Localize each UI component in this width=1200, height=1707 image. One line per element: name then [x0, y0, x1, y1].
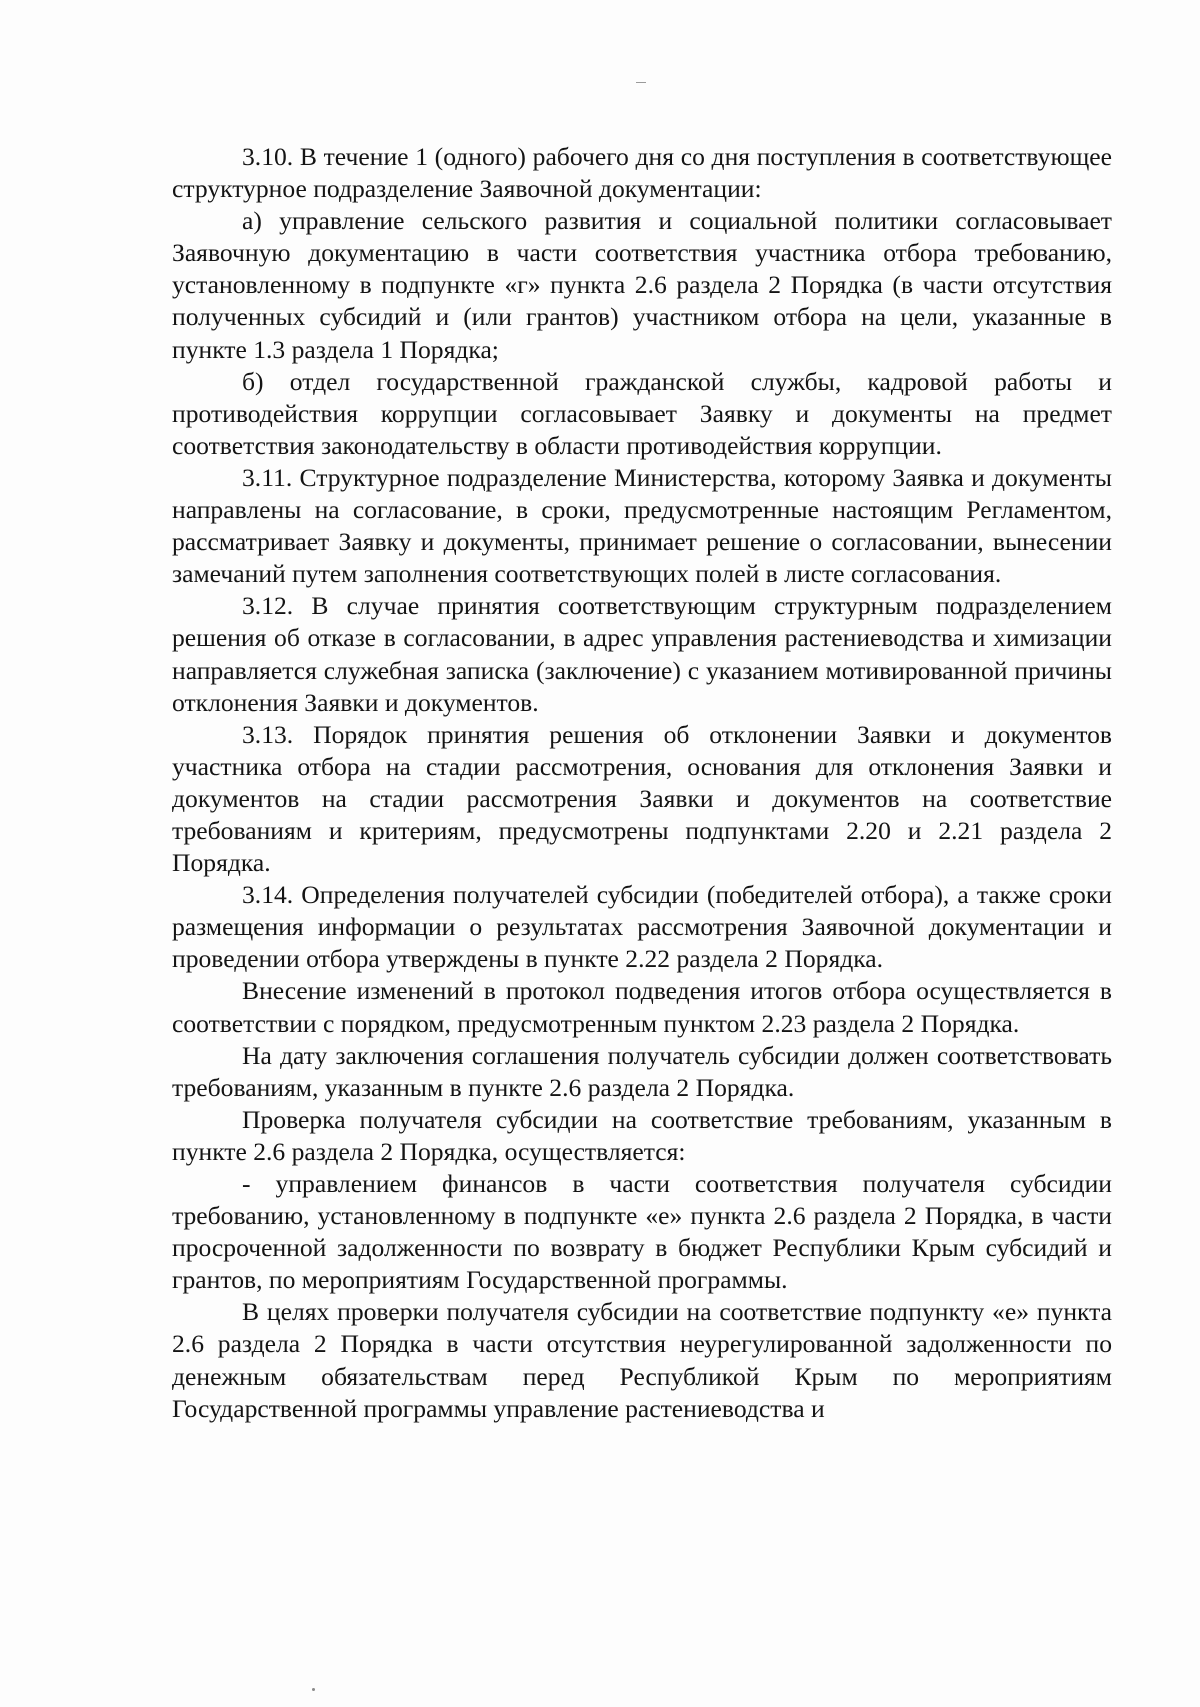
- paragraph-3-10-b: б) отдел государственной гражданской службы, кадровой работы и противодействия коррупции согласовывает Заявку и документы на предмет соответствия законодательству в области противодействия коррупции.: [172, 366, 1112, 460]
- paragraph-3-12: 3.12. В случае принятия соответствующим структурным подразделением решения об отказе в согласовании, в адрес управления растениеводства и химизации направляется служебная записка (заключение) с указанием мотивированной причины отклонения Заявки и документов.: [172, 591, 1112, 717]
- paragraph-3-10-a: а) управление сельского развития и социальной политики согласовывает Заявочную документацию в части соответствия участника отбора требованию, установленному в подпункте «г» пункта 2.6 раздела 2 Порядка (в части отсутствия полученных субсидий и (или грантов) участником отбора на цели, указанные в пункте 1.3 раздела 1 Порядка;: [172, 206, 1112, 364]
- paragraph-finance-department: - управлением финансов в части соответствия получателя субсидии требованию, установленному в подпункте «е» пункта 2.6 раздела 2 Порядка, в части просроченной задолженности по возврату в бюджет Республики Крым субсидий и грантов, по мероприятиям Государственной программы.: [172, 1169, 1112, 1295]
- paragraph-3-14: 3.14. Определения получателей субсидии (победителей отбора), а также сроки размещения информации о результатах рассмотрения Заявочной документации и проведении отбора утверждены в пункте 2.22 раздела 2 Порядка.: [172, 880, 1112, 974]
- document-body: [172, 141, 1112, 1425]
- scan-mark-top: [636, 82, 646, 83]
- paragraph-verification: Проверка получателя субсидии на соответствие требованиям, указанным в пункте 2.6 раздела 2 Порядка, осуществляется:: [172, 1104, 1112, 1166]
- scan-mark-bottom: [312, 1688, 315, 1691]
- paragraph-protocol-changes: Внесение изменений в протокол подведения итогов отбора осуществляется в соответствии с порядком, предусмотренным пунктом 2.23 раздела 2 Порядка.: [172, 976, 1112, 1038]
- paragraph-debt-check: В целях проверки получателя субсидии на соответствие подпункту «е» пункта 2.6 раздела 2 Порядка в части отсутствия неурегулированной задолженности по денежным обязательствам перед Республикой Крым по мероприятиям Государственной программы управление растениеводства и: [172, 1297, 1112, 1423]
- paragraph-3-11: 3.11. Структурное подразделение Министерства, которому Заявка и документы направлены на согласование, в сроки, предусмотренные настоящим Регламентом, рассматривает Заявку и документы, принимает решение о согласовании, вынесении замечаний путем заполнения соответствующих полей в листе согласования.: [172, 462, 1112, 589]
- paragraph-3-10: 3.10. В течение 1 (одного) рабочего дня со дня поступления в соответствующее структурное подразделение Заявочной документации:: [172, 142, 1112, 204]
- paragraph-3-13: 3.13. Порядок принятия решения об отклонении Заявки и документов участника отбора на стадии рассмотрения, основания для отклонения Заявки и документов на стадии рассмотрения Заявки и документов на соответствие требованиям и критериям, предусмотрены подпунктами 2.20 и 2.21 раздела 2 Порядка.: [172, 719, 1112, 878]
- paragraph-agreement-date: На дату заключения соглашения получатель субсидии должен соответствовать требованиям, указанным в пункте 2.6 раздела 2 Порядка.: [172, 1040, 1112, 1102]
